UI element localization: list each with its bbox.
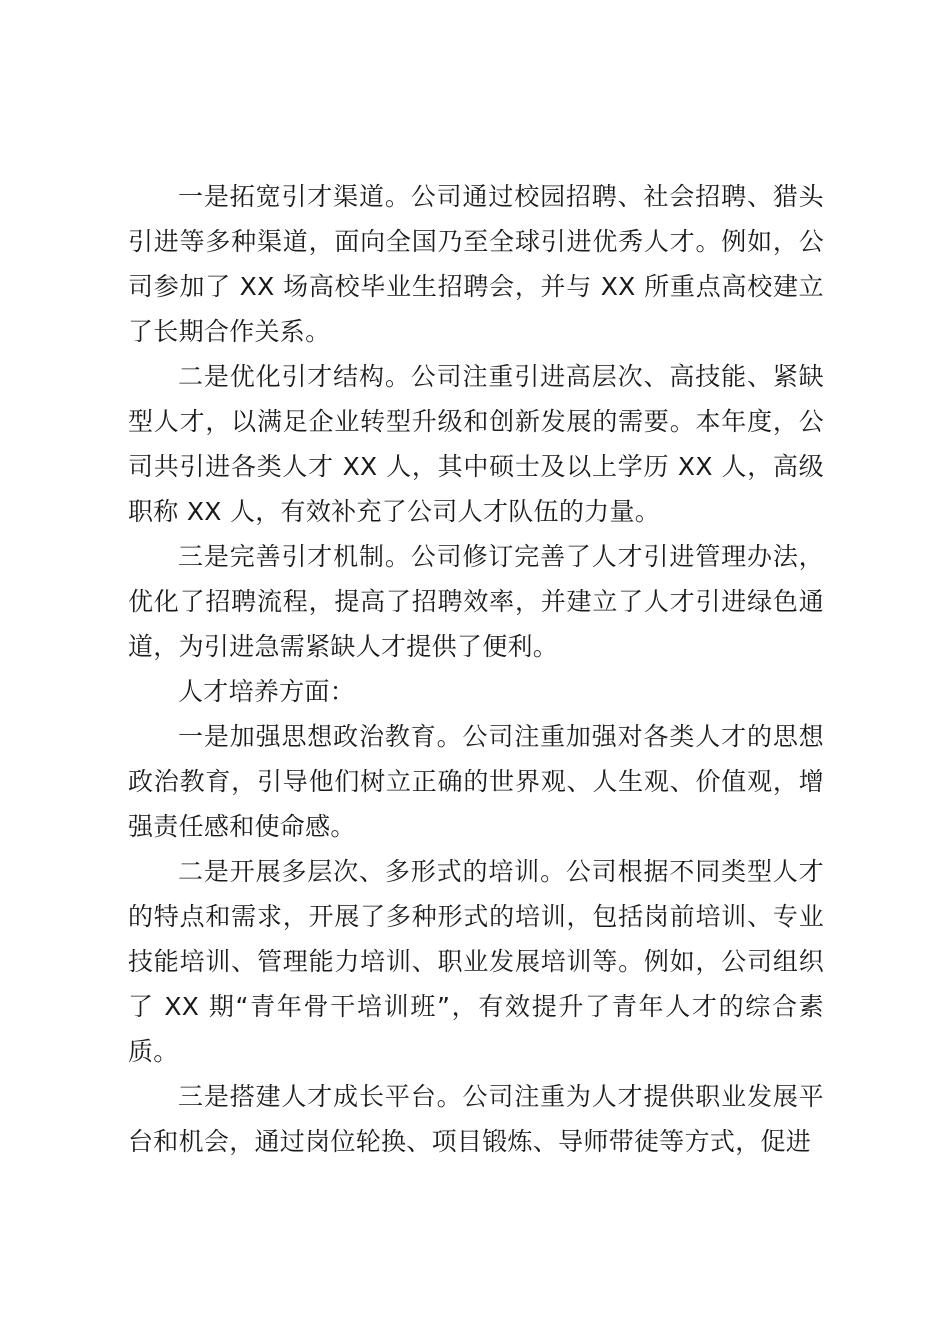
document-body — [128, 174, 824, 1164]
paragraph-political-education: 一是加强思想政治教育。公司注重加强对各类人才的思想政治教育，引导他们树立正确的世界观、人生观、价值观，增强责任感和使命感。 — [128, 722, 824, 841]
section-heading-talent-training: 人才培养方面： — [178, 677, 356, 706]
paragraph-talent-structure: 二是优化引才结构。公司注重引进高层次、高技能、紧缺型人才，以满足企业转型升级和创新发展的需要。本年度，公司共引进各类人才 XX 人，其中硕士及以上学历 XX 人，高级职称 XX 人，有效补充了公司人才队伍的力量。 — [128, 362, 824, 526]
paragraph-talent-channels: 一是拓宽引才渠道。公司通过校园招聘、社会招聘、猎头引进等多种渠道，面向全国乃至全球引进优秀人才。例如，公司参加了 XX 场高校毕业生招聘会，并与 XX 所重点高校建立了长期合作关系。 — [128, 182, 824, 346]
paragraph-growth-platform: 三是搭建人才成长平台。公司注重为人才提供职业发展平台和机会，通过岗位轮换、项目锻炼、导师带徒等方式，促进 — [128, 1082, 824, 1156]
paragraph-talent-mechanism: 三是完善引才机制。公司修订完善了人才引进管理办法，优化了招聘流程，提高了招聘效率，并建立了人才引进绿色通道，为引进急需紧缺人才提供了便利。 — [128, 542, 824, 661]
paragraph-multilevel-training: 二是开展多层次、多形式的培训。公司根据不同类型人才的特点和需求，开展了多种形式的培训，包括岗前培训、专业技能培训、管理能力培训、职业发展培训等。例如，公司组织了 XX 期“青年骨干培训班”，有效提升了青年人才的综合素质。 — [128, 857, 824, 1066]
